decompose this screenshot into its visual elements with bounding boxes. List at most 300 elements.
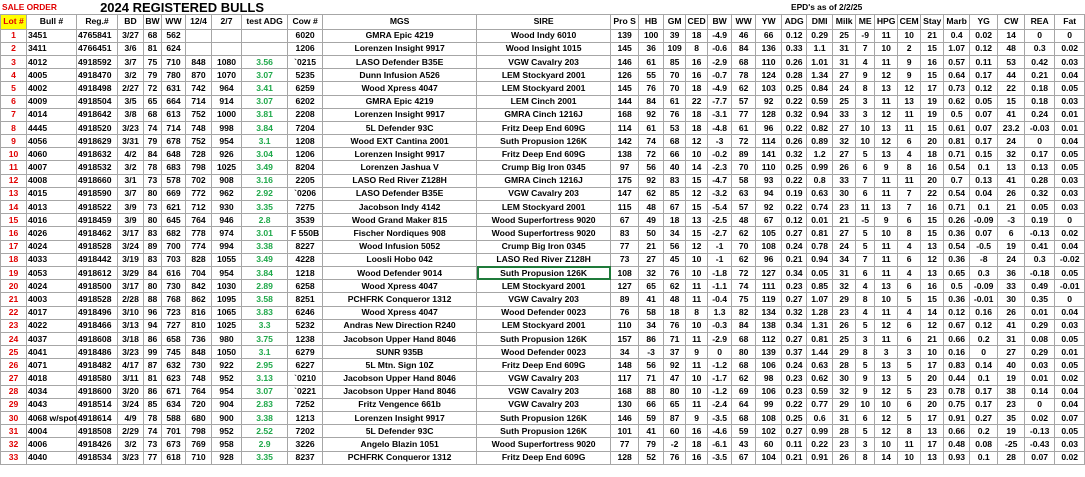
table-cell[interactable]: Lorenzen Jashua V	[323, 161, 477, 174]
table-cell[interactable]: 8	[1, 121, 27, 134]
table-cell[interactable]: 764	[186, 385, 212, 398]
table-cell[interactable]: 0.19	[782, 187, 807, 200]
table-cell[interactable]: 78	[732, 69, 756, 82]
table-cell[interactable]: 0.22	[782, 201, 807, 214]
table-cell[interactable]: 0.71	[944, 148, 970, 161]
table-cell[interactable]: 3/2	[118, 69, 144, 82]
table-cell[interactable]: 3/2	[118, 438, 144, 451]
table-cell[interactable]: 81	[144, 42, 162, 55]
table-cell[interactable]: 26	[998, 306, 1025, 319]
table-cell[interactable]: 23.2	[998, 121, 1025, 134]
table-cell[interactable]: 848	[186, 55, 212, 68]
table-row[interactable]	[1, 95, 1085, 108]
table-row[interactable]	[1, 412, 1085, 425]
table-cell[interactable]: 4918632	[77, 148, 118, 161]
table-cell[interactable]: 87	[664, 412, 686, 425]
table-cell[interactable]: 4918522	[77, 201, 118, 214]
table-cell[interactable]: 4040	[27, 451, 77, 464]
table-cell[interactable]: 3.49	[242, 253, 288, 266]
table-cell[interactable]: 618	[162, 451, 186, 464]
table-cell[interactable]: 0.94	[807, 108, 833, 121]
table-cell[interactable]: 13	[1, 187, 27, 200]
table-cell[interactable]: 0.29	[1025, 319, 1055, 332]
table-cell[interactable]: 10	[1, 148, 27, 161]
table-cell[interactable]: 31	[833, 412, 856, 425]
table-cell[interactable]: 10	[856, 398, 875, 411]
table-cell[interactable]: 700	[162, 240, 186, 253]
table-cell[interactable]: 84	[732, 319, 756, 332]
table-cell[interactable]: 103	[756, 82, 782, 95]
table-cell[interactable]: 10	[686, 266, 708, 279]
table-cell[interactable]: 0.05	[807, 266, 833, 279]
table-cell[interactable]: -3	[708, 135, 732, 148]
table-cell[interactable]: 0.13	[1025, 161, 1055, 174]
table-cell[interactable]: LASO Defender B35E	[323, 55, 477, 68]
table-cell[interactable]: Fritz Deep End 609G	[477, 359, 611, 372]
table-cell[interactable]: 17	[921, 438, 944, 451]
column-header[interactable]: Cow #	[288, 15, 323, 30]
table-cell[interactable]: 0.44	[944, 372, 970, 385]
table-cell[interactable]: 84	[144, 266, 162, 279]
table-cell[interactable]: 20	[1, 280, 27, 293]
column-header[interactable]: DMI	[807, 15, 833, 30]
column-header[interactable]: Pro S	[611, 15, 639, 30]
table-cell[interactable]: 2.9	[242, 438, 288, 451]
table-cell[interactable]: LEM Stockyard 2001	[477, 280, 611, 293]
table-cell[interactable]: 108	[756, 412, 782, 425]
column-header[interactable]: Reg.#	[77, 15, 118, 30]
table-cell[interactable]: 31	[1, 425, 27, 438]
table-cell[interactable]: 0.01	[1055, 346, 1085, 359]
table-row[interactable]	[1, 42, 1085, 55]
table-cell[interactable]: Wood Superfortress 9020	[477, 438, 611, 451]
table-cell[interactable]: 8	[856, 346, 875, 359]
table-cell[interactable]: 75	[732, 293, 756, 306]
table-cell[interactable]: -0.01	[1055, 280, 1085, 293]
table-cell[interactable]: 774	[186, 240, 212, 253]
table-row[interactable]	[1, 266, 1085, 279]
table-cell[interactable]: 16	[686, 69, 708, 82]
table-cell[interactable]: 4918528	[77, 240, 118, 253]
table-cell[interactable]: 94	[756, 187, 782, 200]
table-cell[interactable]: 2	[898, 42, 921, 55]
table-cell[interactable]: 21	[921, 29, 944, 42]
table-cell[interactable]: 6202	[288, 95, 323, 108]
table-cell[interactable]: `0206	[288, 187, 323, 200]
table-cell[interactable]: 29	[1, 398, 27, 411]
table-cell[interactable]: 634	[162, 398, 186, 411]
table-cell[interactable]: 3/29	[118, 266, 144, 279]
table-cell[interactable]: 930	[212, 201, 242, 214]
table-cell[interactable]: 0.22	[782, 95, 807, 108]
table-cell[interactable]: -3.5	[708, 412, 732, 425]
table-cell[interactable]: 22	[998, 82, 1025, 95]
table-cell[interactable]: 19	[921, 95, 944, 108]
table-cell[interactable]: 8	[856, 82, 875, 95]
table-cell[interactable]: 645	[162, 214, 186, 227]
table-cell[interactable]: Jacobson Upper Hand 8046	[323, 372, 477, 385]
table-cell[interactable]: 15	[1, 214, 27, 227]
table-cell[interactable]: 32	[998, 148, 1025, 161]
table-cell[interactable]: `0215	[288, 55, 323, 68]
table-cell[interactable]: 10	[921, 346, 944, 359]
table-cell[interactable]: 0.41	[1025, 240, 1055, 253]
column-header[interactable]: 12/4	[186, 15, 212, 30]
table-row[interactable]	[1, 306, 1085, 319]
table-cell[interactable]: 0	[708, 346, 732, 359]
table-cell[interactable]: 48	[732, 214, 756, 227]
column-header[interactable]: test ADG	[242, 15, 288, 30]
table-cell[interactable]: 18	[664, 306, 686, 319]
table-cell[interactable]: -1	[708, 240, 732, 253]
table-cell[interactable]: 21	[998, 201, 1025, 214]
table-cell[interactable]: 3/10	[118, 306, 144, 319]
table-cell[interactable]: 112	[756, 332, 782, 345]
table-cell[interactable]: 12	[921, 253, 944, 266]
table-cell[interactable]: 0.54	[944, 240, 970, 253]
table-cell[interactable]: 3.38	[242, 240, 288, 253]
table-cell[interactable]: 0	[1025, 135, 1055, 148]
table-cell[interactable]: 89	[611, 293, 639, 306]
table-cell[interactable]: 17	[1, 240, 27, 253]
table-cell[interactable]: 0.05	[1055, 266, 1085, 279]
table-cell[interactable]: 0	[970, 346, 998, 359]
table-cell[interactable]: -3	[998, 214, 1025, 227]
table-cell[interactable]: 0.1	[970, 161, 998, 174]
table-cell[interactable]: 138	[756, 319, 782, 332]
table-cell[interactable]: 0.07	[1025, 451, 1055, 464]
table-cell[interactable]: 92	[756, 95, 782, 108]
table-cell[interactable]: 24	[998, 135, 1025, 148]
table-cell[interactable]: 704	[186, 266, 212, 279]
table-cell[interactable]: 6	[898, 253, 921, 266]
table-cell[interactable]: 32	[639, 266, 664, 279]
table-cell[interactable]: 2205	[288, 174, 323, 187]
table-row[interactable]	[1, 227, 1085, 240]
table-cell[interactable]: 16	[921, 280, 944, 293]
table-cell[interactable]: 3/31	[118, 135, 144, 148]
table-cell[interactable]: 110	[611, 319, 639, 332]
table-cell[interactable]: 40	[998, 359, 1025, 372]
table-cell[interactable]: 9	[1, 135, 27, 148]
table-cell[interactable]: 66	[664, 148, 686, 161]
table-cell[interactable]: 4918462	[77, 227, 118, 240]
table-cell[interactable]: 0.22	[807, 438, 833, 451]
table-cell[interactable]: 59	[732, 425, 756, 438]
table-cell[interactable]: 0.01	[1055, 121, 1085, 134]
table-cell[interactable]: Fischer Nordiques 908	[323, 227, 477, 240]
table-cell[interactable]: 613	[162, 108, 186, 121]
table-cell[interactable]: 108	[756, 240, 782, 253]
table-cell[interactable]: 4	[898, 306, 921, 319]
table-cell[interactable]: 11	[686, 293, 708, 306]
table-cell[interactable]: 1.2	[807, 148, 833, 161]
table-cell[interactable]: Wood Insight 1015	[477, 42, 611, 55]
table-cell[interactable]: 9	[898, 69, 921, 82]
table-cell[interactable]: 10	[856, 135, 875, 148]
table-cell[interactable]: 3.13	[242, 372, 288, 385]
table-cell[interactable]: 862	[186, 293, 212, 306]
table-row[interactable]	[1, 29, 1085, 42]
table-cell[interactable]: 4918600	[77, 385, 118, 398]
table-cell[interactable]: 13	[875, 82, 898, 95]
table-cell[interactable]: 8	[898, 425, 921, 438]
table-cell[interactable]: 4765841	[77, 29, 118, 42]
table-cell[interactable]: 28	[1, 385, 27, 398]
table-cell[interactable]: 768	[162, 293, 186, 306]
table-row[interactable]	[1, 425, 1085, 438]
table-cell[interactable]: 616	[162, 266, 186, 279]
table-cell[interactable]: 0	[1055, 29, 1085, 42]
table-cell[interactable]: -1.1	[708, 280, 732, 293]
table-cell[interactable]: 5235	[288, 69, 323, 82]
table-cell[interactable]: 9	[875, 161, 898, 174]
column-header[interactable]: CW	[998, 15, 1025, 30]
table-row[interactable]	[1, 148, 1085, 161]
table-cell[interactable]: 88	[639, 385, 664, 398]
table-cell[interactable]: 72	[144, 82, 162, 95]
table-cell[interactable]: 96	[756, 121, 782, 134]
table-cell[interactable]: 0.02	[1055, 227, 1085, 240]
table-cell[interactable]: 5232	[288, 319, 323, 332]
table-row[interactable]	[1, 240, 1085, 253]
table-cell[interactable]: 18	[921, 148, 944, 161]
table-cell[interactable]: Fritz Vengence 661b	[323, 398, 477, 411]
table-cell[interactable]: 0.14	[970, 359, 998, 372]
table-cell[interactable]: 77	[611, 240, 639, 253]
table-cell[interactable]: -0.7	[708, 69, 732, 82]
table-cell[interactable]: 3.38	[242, 412, 288, 425]
table-cell[interactable]: 147	[611, 187, 639, 200]
table-cell[interactable]: 31	[833, 266, 856, 279]
table-cell[interactable]: 10	[875, 227, 898, 240]
table-cell[interactable]: 50	[639, 227, 664, 240]
table-cell[interactable]: -3.5	[708, 451, 732, 464]
table-cell[interactable]: 136	[756, 42, 782, 55]
table-cell[interactable]: LASO Defender B35E	[323, 187, 477, 200]
table-cell[interactable]: 3/23	[118, 451, 144, 464]
table-cell[interactable]: 72	[732, 266, 756, 279]
table-cell[interactable]: 0.32	[782, 148, 807, 161]
table-cell[interactable]: 71	[664, 332, 686, 345]
table-cell[interactable]: 4918442	[77, 253, 118, 266]
table-cell[interactable]: 3.81	[242, 108, 288, 121]
table-cell[interactable]: 86	[144, 332, 162, 345]
table-cell[interactable]: -9	[856, 29, 875, 42]
table-cell[interactable]: -4.9	[708, 29, 732, 42]
table-cell[interactable]: 10	[686, 385, 708, 398]
table-cell[interactable]: 0.24	[782, 240, 807, 253]
table-cell[interactable]: 148	[611, 359, 639, 372]
table-cell[interactable]: 4918629	[77, 135, 118, 148]
table-cell[interactable]: 12	[875, 385, 898, 398]
table-cell[interactable]: -3	[639, 346, 664, 359]
table-cell[interactable]: 3	[856, 108, 875, 121]
table-cell[interactable]: 83	[664, 174, 686, 187]
table-cell[interactable]: 56	[639, 359, 664, 372]
table-cell[interactable]: VGW Cavalry 203	[477, 55, 611, 68]
table-cell[interactable]: 680	[186, 412, 212, 425]
table-cell[interactable]: 848	[186, 346, 212, 359]
table-cell[interactable]: -0.6	[708, 42, 732, 55]
table-cell[interactable]: 3/6	[118, 42, 144, 55]
table-cell[interactable]: 30	[833, 187, 856, 200]
table-row[interactable]	[1, 201, 1085, 214]
table-cell[interactable]: 0	[1055, 293, 1085, 306]
table-cell[interactable]: 48	[998, 42, 1025, 55]
table-cell[interactable]: 4024	[27, 280, 77, 293]
table-cell[interactable]: 72	[732, 135, 756, 148]
table-cell[interactable]: 0.29	[1025, 346, 1055, 359]
table-cell[interactable]: VGW Cavalry 203	[477, 398, 611, 411]
table-cell[interactable]: 0.34	[782, 319, 807, 332]
table-cell[interactable]: 26	[833, 451, 856, 464]
table-cell[interactable]: 115	[611, 201, 639, 214]
table-cell[interactable]: 7	[898, 187, 921, 200]
table-cell[interactable]: 12	[875, 135, 898, 148]
table-cell[interactable]: 0.08	[1025, 332, 1055, 345]
table-cell[interactable]: 61	[639, 121, 664, 134]
table-cell[interactable]: Suth Propusion 126K	[477, 266, 611, 279]
table-cell[interactable]: 11	[875, 253, 898, 266]
table-cell[interactable]: 4	[898, 148, 921, 161]
table-cell[interactable]: 0.04	[1055, 398, 1085, 411]
table-cell[interactable]: Lorenzen Insight 9917	[323, 108, 477, 121]
table-cell[interactable]: 0.1	[970, 372, 998, 385]
table-cell[interactable]: -1.8	[708, 266, 732, 279]
table-cell[interactable]: 6	[898, 280, 921, 293]
table-cell[interactable]: 8251	[288, 293, 323, 306]
table-row[interactable]	[1, 385, 1085, 398]
table-cell[interactable]: 80	[664, 385, 686, 398]
table-cell[interactable]	[242, 42, 288, 55]
table-cell[interactable]: -0.02	[1055, 253, 1085, 266]
table-cell[interactable]: 958	[212, 438, 242, 451]
table-cell[interactable]: 56	[639, 161, 664, 174]
table-cell[interactable]: 1070	[212, 69, 242, 82]
table-cell[interactable]: 673	[162, 438, 186, 451]
table-cell[interactable]: 13	[921, 425, 944, 438]
table-cell[interactable]: 74	[732, 280, 756, 293]
table-cell[interactable]: 15	[686, 227, 708, 240]
table-cell[interactable]: 780	[162, 69, 186, 82]
table-cell[interactable]: 81	[144, 372, 162, 385]
table-cell[interactable]: 0.23	[782, 385, 807, 398]
table-cell[interactable]: 4034	[27, 385, 77, 398]
table-cell[interactable]: 980	[212, 332, 242, 345]
table-cell[interactable]: 3/5	[118, 95, 144, 108]
table-cell[interactable]: 16	[1, 227, 27, 240]
table-cell[interactable]: 85	[144, 398, 162, 411]
table-cell[interactable]: 6279	[288, 346, 323, 359]
table-cell[interactable]: 0.07	[970, 227, 998, 240]
table-cell[interactable]: 0.18	[1025, 82, 1055, 95]
table-cell[interactable]: 61	[664, 95, 686, 108]
table-cell[interactable]: 139	[611, 29, 639, 42]
table-cell[interactable]: 0.08	[970, 438, 998, 451]
table-cell[interactable]: 0.2	[970, 425, 998, 438]
table-cell[interactable]: 0.21	[782, 451, 807, 464]
table-cell[interactable]: 6	[898, 319, 921, 332]
table-cell[interactable]: 88	[144, 293, 162, 306]
table-cell[interactable]: 11	[875, 174, 898, 187]
table-cell[interactable]: 11	[875, 332, 898, 345]
table-cell[interactable]: 0.54	[944, 161, 970, 174]
table-cell[interactable]: 21	[639, 240, 664, 253]
table-cell[interactable]: 671	[162, 385, 186, 398]
column-header[interactable]: WW	[162, 15, 186, 30]
table-cell[interactable]: 127	[611, 280, 639, 293]
table-cell[interactable]: 62	[732, 253, 756, 266]
table-cell[interactable]: 33	[998, 280, 1025, 293]
table-cell[interactable]: 22	[686, 95, 708, 108]
table-cell[interactable]: 4918642	[77, 108, 118, 121]
table-cell[interactable]: 3539	[288, 214, 323, 227]
table-cell[interactable]: 139	[756, 346, 782, 359]
column-header[interactable]: SIRE	[477, 15, 611, 30]
table-cell[interactable]: 0.63	[807, 187, 833, 200]
table-cell[interactable]: 9	[856, 372, 875, 385]
table-cell[interactable]: 4918612	[77, 266, 118, 279]
table-cell[interactable]: 78	[144, 161, 162, 174]
table-cell[interactable]: 4918608	[77, 332, 118, 345]
table-cell[interactable]: 15	[921, 214, 944, 227]
table-cell[interactable]: 114	[756, 135, 782, 148]
column-header[interactable]: GM	[664, 15, 686, 30]
table-cell[interactable]: 0.05	[1055, 332, 1085, 345]
table-cell[interactable]: 10	[686, 372, 708, 385]
table-cell[interactable]: 80	[732, 346, 756, 359]
table-row[interactable]	[1, 372, 1085, 385]
table-cell[interactable]: 16	[921, 161, 944, 174]
table-cell[interactable]: 798	[186, 425, 212, 438]
table-cell[interactable]: 77	[611, 438, 639, 451]
table-cell[interactable]: Suth Propusion 126K	[477, 425, 611, 438]
table-cell[interactable]: 22	[921, 187, 944, 200]
table-cell[interactable]: Wood Superfortress 9020	[477, 227, 611, 240]
table-cell[interactable]: 8	[898, 161, 921, 174]
table-cell[interactable]: 19	[921, 108, 944, 121]
table-cell[interactable]: 3.58	[242, 293, 288, 306]
table-cell[interactable]: 6	[856, 412, 875, 425]
table-cell[interactable]: 142	[611, 135, 639, 148]
table-cell[interactable]: Jacobson Upper Hand 8046	[323, 385, 477, 398]
table-cell[interactable]: 8	[686, 306, 708, 319]
table-cell[interactable]: 0.02	[1055, 451, 1085, 464]
table-row[interactable]	[1, 319, 1085, 332]
table-cell[interactable]: 11	[898, 121, 921, 134]
table-cell[interactable]: 4005	[27, 69, 77, 82]
table-cell[interactable]: 31	[833, 42, 856, 55]
table-cell[interactable]: 0.28	[1025, 174, 1055, 187]
table-cell[interactable]: 70	[664, 82, 686, 95]
table-cell[interactable]: 15	[921, 121, 944, 134]
table-cell[interactable]: 0.12	[970, 319, 998, 332]
table-cell[interactable]: 175	[611, 174, 639, 187]
table-cell[interactable]	[242, 29, 288, 42]
table-cell[interactable]: 41	[998, 108, 1025, 121]
table-cell[interactable]: 67	[756, 214, 782, 227]
table-cell[interactable]: Wood Xpress 4047	[323, 82, 477, 95]
table-cell[interactable]: 0.3	[1025, 253, 1055, 266]
table-cell[interactable]: 3.56	[242, 55, 288, 68]
table-cell[interactable]: 3/8	[118, 108, 144, 121]
table-cell[interactable]: 0.11	[970, 55, 998, 68]
table-cell[interactable]: 0.03	[1055, 174, 1085, 187]
table-cell[interactable]: 0.17	[970, 135, 998, 148]
table-cell[interactable]: 3/23	[118, 121, 144, 134]
table-cell[interactable]: 20	[921, 398, 944, 411]
